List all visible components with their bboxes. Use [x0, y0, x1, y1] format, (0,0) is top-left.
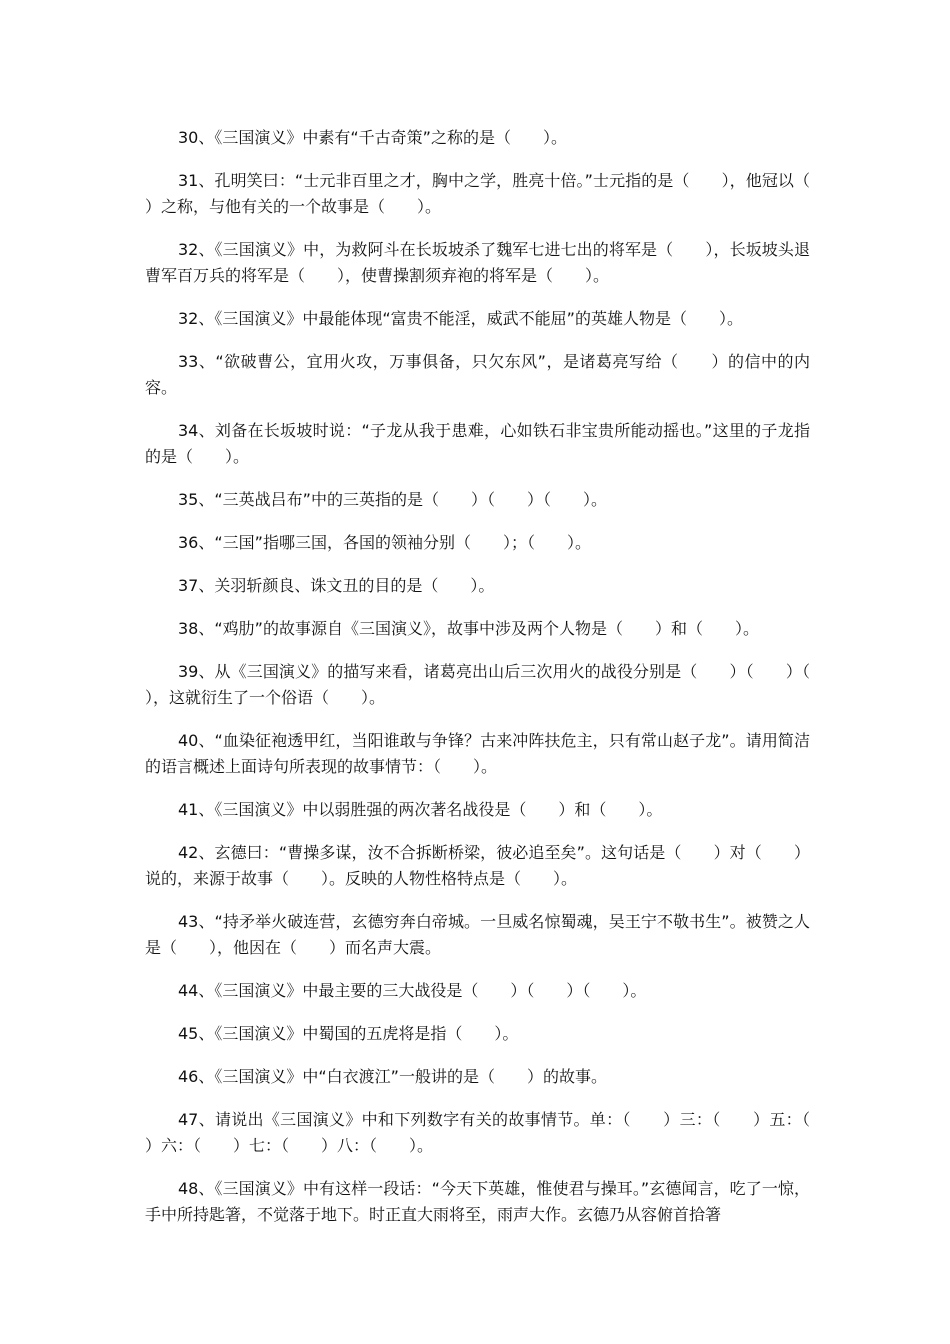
question-36: 36、“三国”指哪三国，各国的领袖分别（ ）；（ ）。	[178, 533, 591, 552]
question-38: 38、“鸡肋”的故事源自《三国演义》，故事中涉及两个人物是（ ）和（ ）。	[178, 619, 759, 638]
question-43: 43、“持矛举火破连营，玄德穷奔白帝城。一旦威名惊蜀魂，吴王宁不敬书生”。被赞之人是（ ），他因在（ ）而名声大震。	[145, 912, 810, 957]
question-39: 39、从《三国演义》的描写来看，诸葛亮出山后三次用火的战役分别是（ ）（ ）（ ），这就衍生了一个俗语（ ）。	[145, 662, 843, 707]
question-list	[145, 125, 843, 1245]
question-37: 37、关羽斩颜良、诛文丑的目的是（ ）。	[178, 576, 495, 595]
question-42: 42、玄德曰：“曹操多谋，汝不合拆断桥梁，彼必追至矣”。这句话是（ ）对（ ）说的，来源于故事（ ）。反映的人物性格特点是（ ）。	[145, 843, 810, 888]
question-35: 35、“三英战吕布”中的三英指的是（ ）（ ）（ ）。	[178, 490, 607, 509]
question-33: 33、“欲破曹公，宜用火攻，万事俱备，只欠东风”，是诸葛亮写给（ ）的信中的内容。	[145, 352, 810, 397]
question-44: 44、《三国演义》中最主要的三大战役是（ ）（ ）（ ）。	[178, 981, 647, 1000]
question-46: 46、《三国演义》中“白衣渡江”一般讲的是（ ）的故事。	[178, 1067, 607, 1086]
question-31: 31、孔明笑曰：“士元非百里之才，胸中之学，胜亮十倍。”士元指的是（ ），他冠以（ ）之称，与他有关的一个故事是（ ）。	[145, 171, 843, 216]
question-47: 47、请说出《三国演义》中和下列数字有关的故事情节。单：（ ）三：（ ）五：（ ）六：（ ）七：（ ）八：（ ）。	[145, 1110, 843, 1155]
question-45: 45、《三国演义》中蜀国的五虎将是指（ ）。	[178, 1024, 519, 1043]
question-32b: 32、《三国演义》中最能体现“富贵不能淫，威武不能屈”的英雄人物是（ ）。	[178, 309, 743, 328]
question-30: 30、《三国演义》中素有“千古奇策”之称的是（ ）。	[178, 128, 567, 147]
question-40: 40、“血染征袍透甲红，当阳谁敢与争锋？古来冲阵扶危主，只有常山赵子龙”。请用简洁的语言概述上面诗句所表现的故事情节：（ ）。	[145, 731, 810, 776]
question-34: 34、刘备在长坂坡时说：“子龙从我于患难，心如铁石非宝贵所能动摇也。”这里的子龙指的是（ ）。	[145, 421, 810, 466]
question-32a: 32、《三国演义》中，为救阿斗在长坂坡杀了魏军七进七出的将军是（ ），长坂坡头退曹军百万兵的将军是（ ），使曹操割须弃袍的将军是（ ）。	[145, 240, 810, 285]
question-41: 41、《三国演义》中以弱胜强的两次著名战役是（ ）和（ ）。	[178, 800, 663, 819]
question-48: 48、《三国演义》中有这样一段话：“今天下英雄，惟使君与操耳。”玄德闻言，吃了一惊，手中所持匙箸，不觉落于地下。时正直大雨将至，雨声大作。玄德乃从容俯首拾箸	[145, 1179, 810, 1224]
